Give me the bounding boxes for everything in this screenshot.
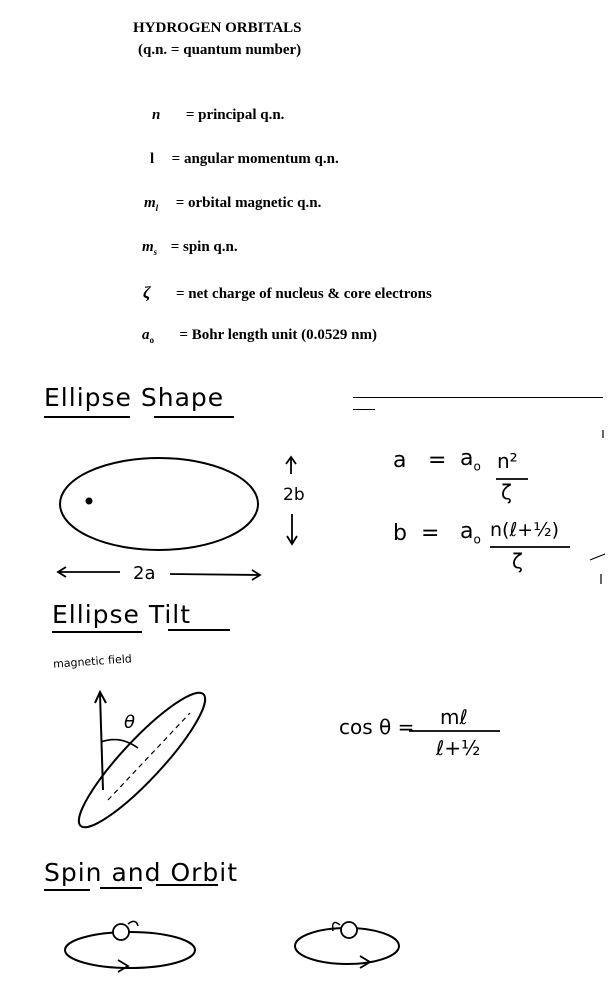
arrow-left-icon	[58, 567, 120, 577]
electron-spin-icon	[113, 924, 129, 940]
speck	[590, 554, 605, 560]
definition-text: = principal q.n.	[185, 107, 285, 123]
heading-underline	[44, 889, 90, 891]
tilt-equation-lhs: cos θ =	[339, 715, 415, 739]
equation-a-numerator: n²	[497, 449, 518, 473]
equation-b-equals: =	[421, 521, 440, 546]
equation-b-lhs: b	[393, 521, 407, 546]
definition-text: = angular momentum q.n.	[171, 151, 339, 167]
definition-text: = Bohr length unit (0.0529 nm)	[179, 327, 377, 343]
heading-underline	[156, 884, 218, 886]
section-heading-ellipse-tilt: Ellipse Tilt	[52, 600, 192, 629]
orbit-ellipse-left	[65, 932, 195, 968]
equation-a-prefix: $a_o$	[460, 446, 481, 474]
equation-a-lhs: a	[393, 448, 407, 473]
heading-underline	[52, 631, 142, 633]
heading-underline	[168, 629, 230, 631]
equation-a-equals: =	[428, 448, 447, 473]
definition-text: = net charge of nucleus & core electrons	[176, 286, 432, 302]
magnetic-field-label: magnetic field	[52, 652, 133, 671]
definition-symbol: a	[142, 327, 150, 343]
definition-subscript: l	[155, 203, 159, 213]
definition-symbol: n	[152, 107, 161, 123]
definition-subscript: o	[149, 335, 154, 345]
arrow-right-icon	[170, 570, 260, 580]
arrow-down-icon	[287, 514, 297, 544]
definition-symbol: ζ	[143, 283, 151, 302]
tilted-orbit-ellipse	[66, 681, 218, 840]
equation-b-prefix: $a_o$	[460, 519, 481, 547]
nucleus-dot	[86, 498, 93, 505]
definition-symbol: l	[150, 151, 155, 167]
label-2a: 2a	[133, 563, 156, 584]
electron-spin-icon	[341, 922, 357, 938]
definition-symbol: m	[144, 195, 156, 211]
equation-a-denominator: ζ	[501, 480, 512, 504]
angle-theta-label: θ	[124, 712, 136, 733]
tilt-equation-numerator: mℓ	[440, 705, 468, 729]
equation-b-denominator: ζ	[512, 549, 523, 573]
definition-symbol: m	[142, 239, 154, 255]
section-heading-ellipse-shape: Ellipse Shape	[44, 383, 225, 412]
spin-arrow-icon	[333, 923, 340, 931]
heading-underline	[100, 887, 142, 889]
tilt-equation-denominator: ℓ+½	[436, 736, 481, 760]
page-subtitle: (q.n. = quantum number)	[138, 42, 302, 58]
page-title: HYDROGEN ORBITALS	[133, 20, 302, 36]
equation-b-numerator: n(ℓ+½)	[490, 519, 560, 541]
label-2b: 2b	[283, 485, 305, 505]
section-heading-spin-orbit: Spin and Orbit	[44, 858, 239, 887]
definition-text: = orbital magnetic q.n.	[175, 195, 322, 211]
definition-subscript: s	[153, 247, 158, 257]
orbit-direction-arrow-icon	[118, 960, 128, 972]
definition-text: = spin q.n.	[170, 239, 238, 255]
spin-arrow-icon	[128, 921, 138, 926]
arrow-up-icon	[286, 457, 296, 474]
